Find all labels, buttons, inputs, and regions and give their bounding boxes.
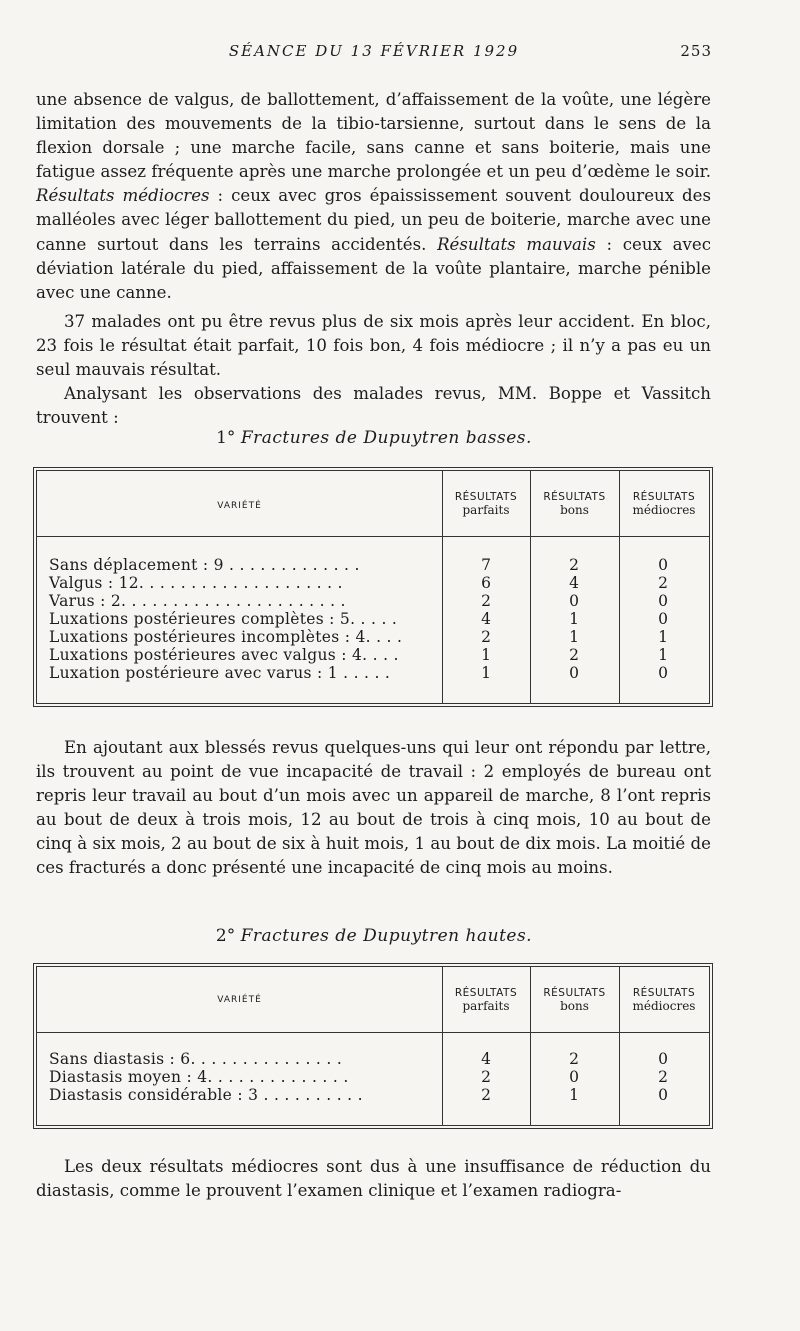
table-row — [37, 647, 709, 664]
column-header-parfaits: RÉSULTATS parfaits — [454, 491, 518, 517]
table-row — [37, 1051, 709, 1068]
cell-mediocres: 0 — [658, 1050, 668, 1068]
results-bad-label: Résultats mauvais — [437, 234, 596, 254]
column-header-bons: RÉSULTATS bons — [543, 987, 606, 1013]
cell-parfaits: 6 — [481, 574, 491, 592]
cell-bons: 0 — [569, 592, 579, 610]
row-label: Valgus : 12. . . . . . . . . . . . . . . . . . . . — [49, 574, 343, 592]
cell-parfaits: 7 — [481, 556, 491, 574]
column-header-parfaits: RÉSULTATS parfaits — [454, 987, 518, 1013]
table2-caption-title: Fractures de Dupuytren hautes. — [240, 926, 533, 946]
table1-caption-number: 1° — [216, 428, 236, 448]
page-number: 253 — [680, 42, 712, 60]
row-label: Luxation postérieure avec varus : 1 . . . . . — [49, 664, 391, 682]
running-header — [36, 42, 712, 66]
row-label: Luxations postérieures complètes : 5. . . . . — [49, 610, 398, 628]
table-row — [37, 575, 709, 592]
row-label: Sans diastasis : 6. . . . . . . . . . . . . . . — [49, 1050, 343, 1068]
cell-parfaits: 1 — [481, 664, 491, 682]
column-header-mediocres: RÉSULTATS médiocres — [632, 987, 696, 1013]
table-row — [37, 1069, 709, 1086]
row-label: Varus : 2. . . . . . . . . . . . . . . . . . . . . . — [49, 592, 346, 610]
row-label: Luxations postérieures avec valgus : 4. . . . — [49, 646, 399, 664]
row-label: Diastasis considérable : 3 . . . . . . . . . . — [49, 1086, 363, 1104]
results-good-text: une absence de valgus, de ballottement, d’affaissement de la voûte, une légère limitation des mouvements de la tibio-tarsienne, surtout dans le sens de la flexion dorsale ; une marche facile, sans canne et sans boiterie, mais une fatigue assez fréquente après une marche prolongée et un peu d’œdème le soir. — [36, 90, 711, 182]
cell-bons: 1 — [569, 628, 579, 646]
cell-mediocres: 2 — [658, 1068, 668, 1086]
table2-caption-number: 2° — [215, 926, 236, 946]
table-row — [37, 593, 709, 610]
cell-mediocres: 0 — [658, 610, 668, 628]
cell-parfaits: 4 — [481, 610, 491, 628]
column-header-variete: VARIÉTÉ — [217, 995, 262, 1005]
cell-bons: 1 — [569, 610, 579, 628]
row-label: Sans déplacement : 9 . . . . . . . . . . . . . — [49, 556, 360, 574]
table-row — [37, 629, 709, 646]
cell-parfaits: 2 — [481, 592, 491, 610]
cell-mediocres: 0 — [658, 1086, 668, 1104]
table-row — [37, 557, 709, 574]
cell-mediocres: 1 — [658, 628, 668, 646]
table-row — [37, 1087, 709, 1104]
cell-bons: 0 — [569, 1068, 579, 1086]
results-bad-text: : ceux avec déviation latérale du pied, affaissement de la voûte plantaire, marche pénible avec une canne. — [36, 234, 711, 302]
cell-bons: 0 — [569, 664, 579, 682]
cell-mediocres: 0 — [658, 592, 668, 610]
table1-caption-title: Fractures de Dupuytren basses. — [240, 428, 532, 448]
cell-parfaits: 2 — [481, 628, 491, 646]
table-row — [37, 665, 709, 682]
cell-mediocres: 2 — [658, 574, 668, 592]
cell-parfaits: 4 — [481, 1050, 491, 1068]
cell-bons: 2 — [569, 1050, 579, 1068]
table-fractures-hautes — [36, 966, 710, 1126]
cell-bons: 2 — [569, 556, 579, 574]
paragraph-results-definitions — [36, 88, 711, 305]
cell-mediocres: 0 — [658, 556, 668, 574]
column-header-mediocres: RÉSULTATS médiocres — [632, 491, 696, 517]
table-fractures-basses — [36, 470, 710, 704]
results-mediocre-label: Résultats médiocres — [36, 186, 210, 206]
row-label: Diastasis moyen : 4. . . . . . . . . . . . . . — [49, 1068, 349, 1086]
paragraph-work-incapacity: En ajoutant aux blessés revus quelques-uns qui leur ont répondu par lettre, ils trouvent au point de vue incapacité de travail : 2 employés de bureau ont repris leur travail au bout d’un mois avec un appareil de marche, 8 l’ont repris au bout de deux à trois mois, 12 au bout de trois à cinq mois, 10 au bout de cinq à six mois, 2 au bout de six à huit mois, 1 au bout de dix mois. La moitié de ces fracturés a donc présenté une incapacité de cinq mois au moins. — [36, 738, 711, 878]
column-header-bons: RÉSULTATS bons — [543, 491, 606, 517]
cell-parfaits: 1 — [481, 646, 491, 664]
cell-bons: 1 — [569, 1086, 579, 1104]
cell-bons: 2 — [569, 646, 579, 664]
paragraph-analysis-intro: Analysant les observations des malades revus, MM. Boppe et Vassitch trouvent : — [36, 384, 711, 428]
results-mediocre-text: : ceux avec gros épaississement souvent douloureux des malléoles avec léger ballottement du pied, un peu de boiterie, marche avec une canne surtout dans les terrains accidentés. — [36, 186, 711, 254]
cell-mediocres: 0 — [658, 664, 668, 682]
table-row — [37, 611, 709, 628]
cell-parfaits: 2 — [481, 1086, 491, 1104]
paragraph-mediocre-explanation: Les deux résultats médiocres sont dus à une insuffisance de réduction du diastasis, comme le prouvent l’examen clinique et l’examen radiogra- — [36, 1157, 711, 1201]
cell-parfaits: 2 — [481, 1068, 491, 1086]
column-header-variete: VARIÉTÉ — [217, 501, 262, 511]
paragraph-summary: 37 malades ont pu être revus plus de six mois après leur accident. En bloc, 23 fois le résultat était parfait, 10 fois bon, 4 fois médiocre ; il n’y a pas eu un seul mauvais résultat. — [36, 312, 711, 380]
table2-caption — [36, 926, 712, 946]
row-label: Luxations postérieures incomplètes : 4. . . . — [49, 628, 403, 646]
header-title: SÉANCE DU 13 FÉVRIER 1929 — [228, 42, 520, 60]
cell-bons: 4 — [569, 574, 579, 592]
table1-caption — [36, 428, 712, 448]
cell-mediocres: 1 — [658, 646, 668, 664]
